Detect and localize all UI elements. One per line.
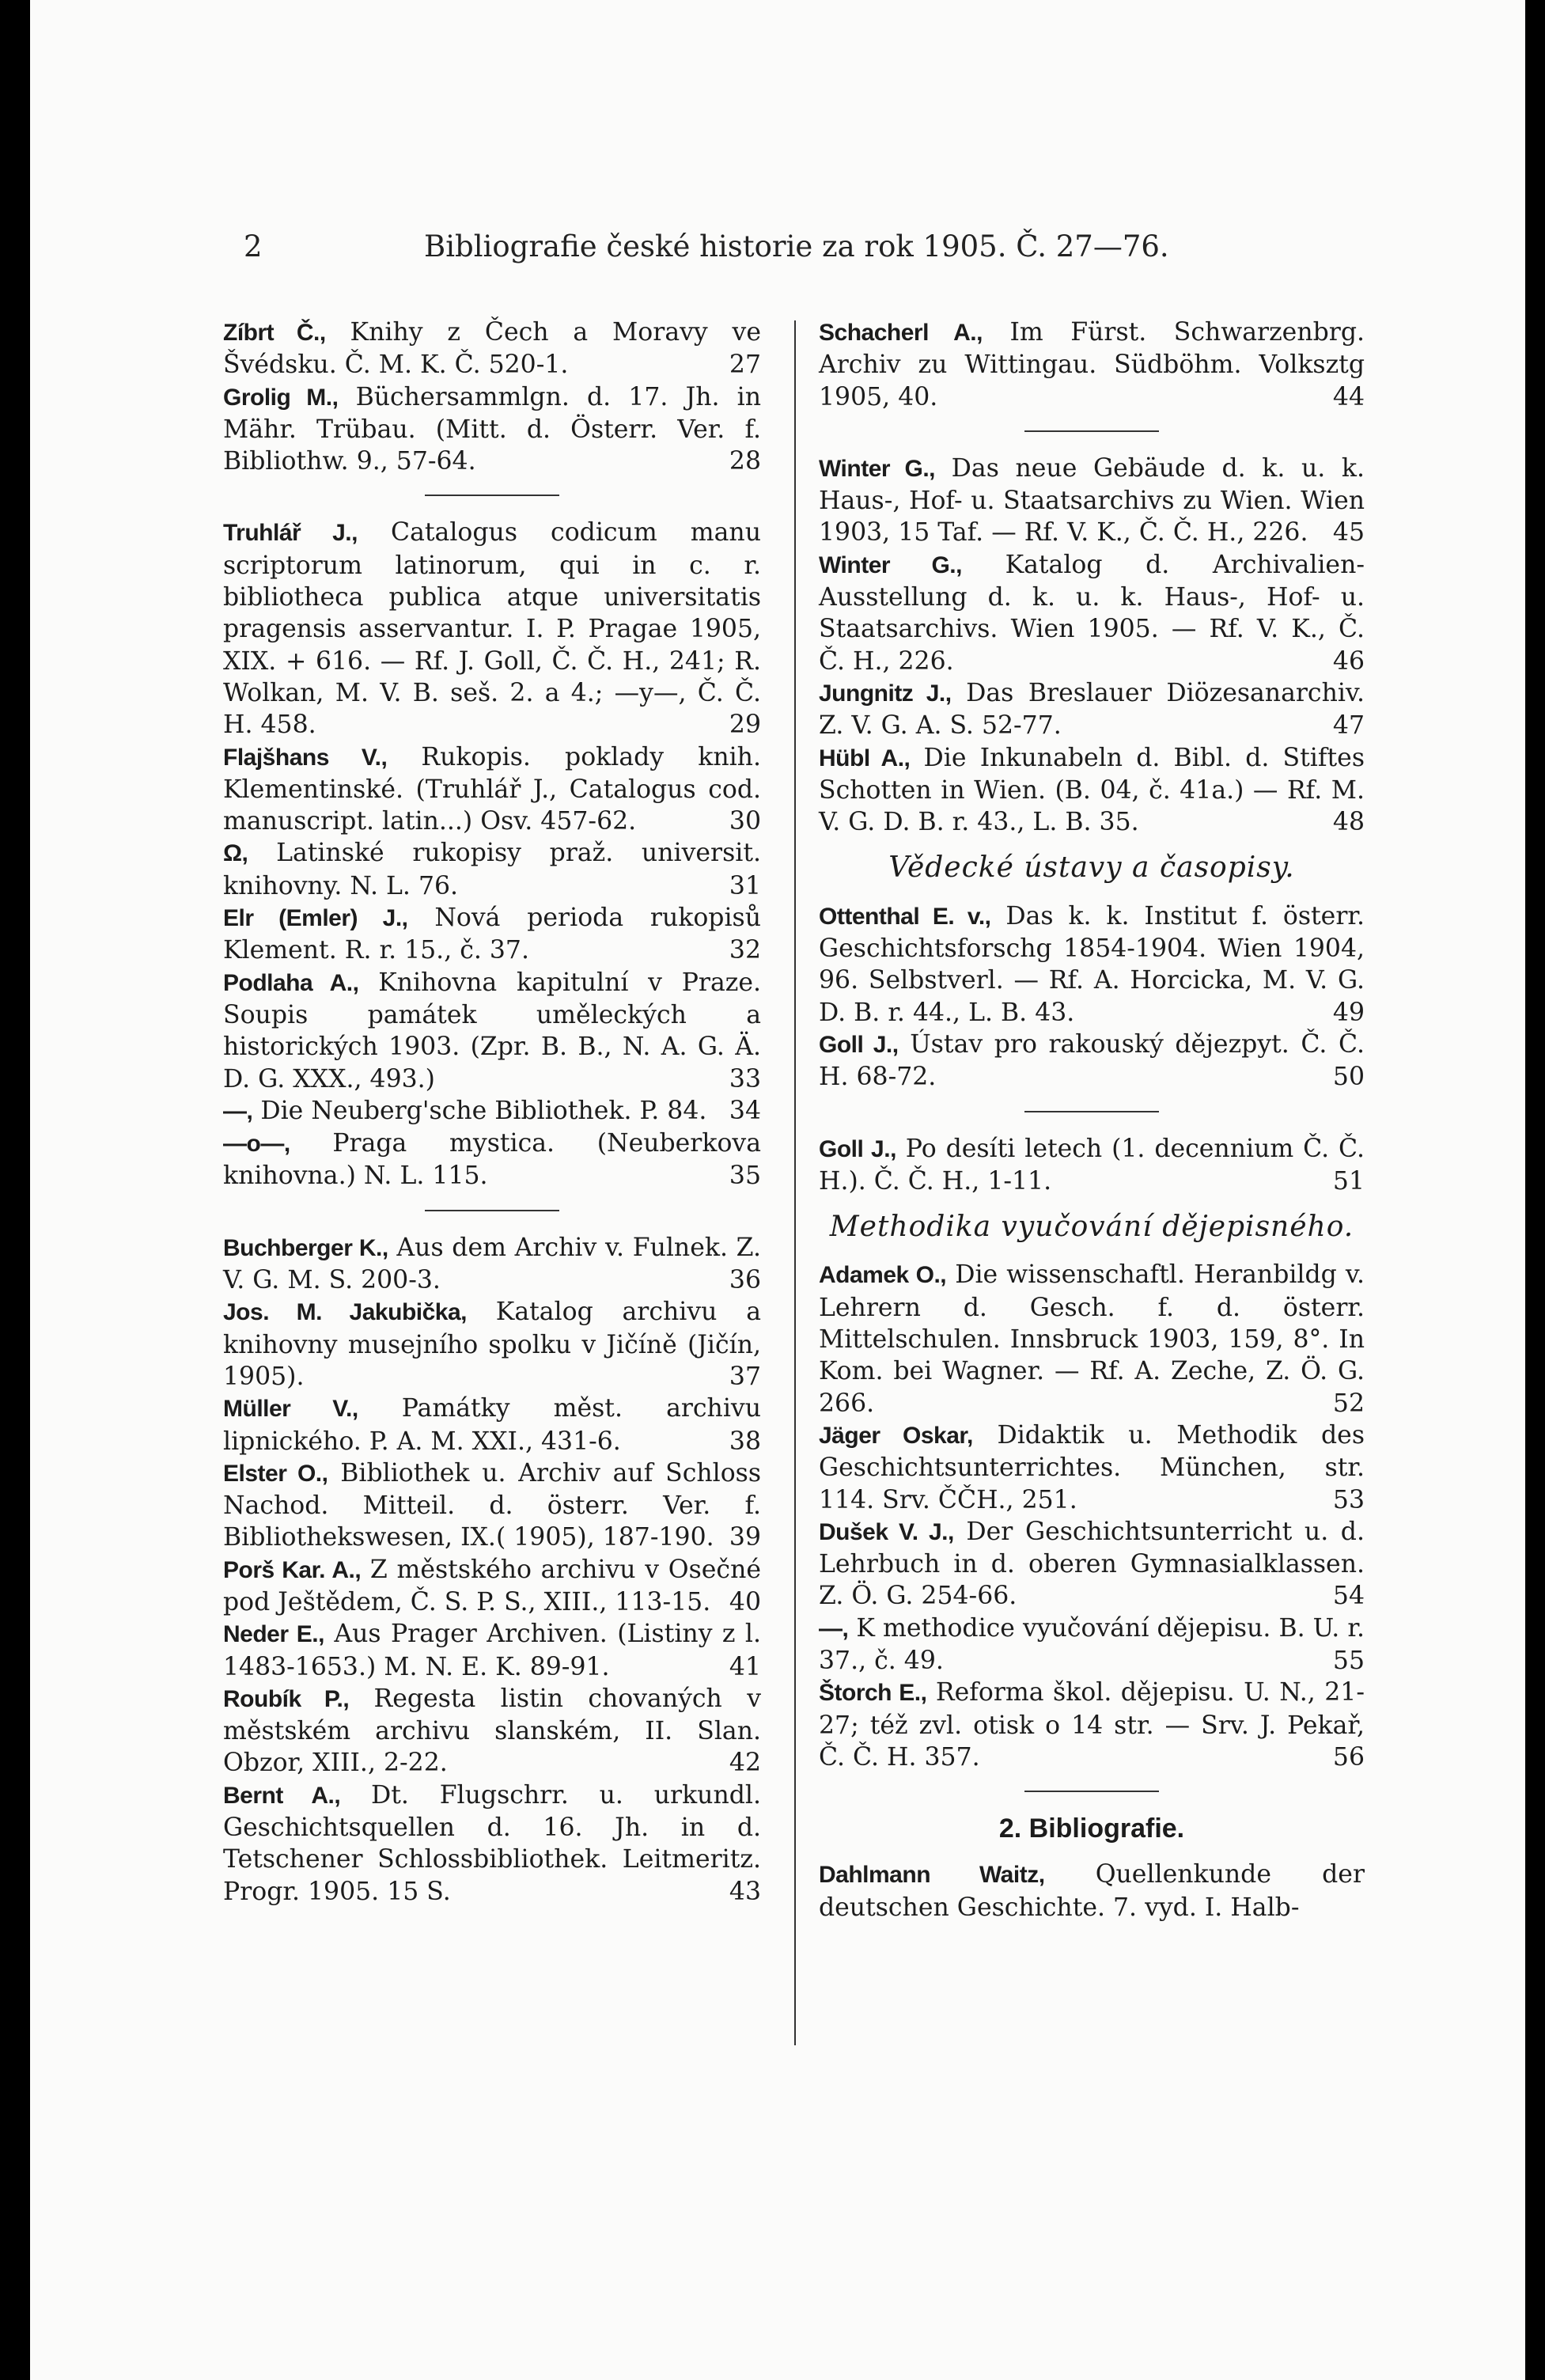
- entry-number: 47: [1332, 711, 1365, 741]
- bibliography-entry: [223, 837, 761, 902]
- entry-author: Zíbrt Č.,: [223, 320, 326, 346]
- bibliography-entry: [223, 1779, 761, 1908]
- entry-number: 32: [729, 936, 761, 965]
- bibliography-entry: [819, 1859, 1365, 1923]
- entry-number: 42: [729, 1749, 761, 1778]
- entry-text: Der Geschichtsunterricht u. d. Lehrbuch in d. oberen Gymnasialklassen. Z. Ö. G. 254-66.: [819, 1517, 1365, 1611]
- entry-text: Die Inkunabeln d. Bibl. d. Stiftes Schotten in Wien. (B. 04, č. 41a.) — Rf. M. V. G. D. B. r. 43., L. B. 35.: [819, 743, 1365, 837]
- bibliography-entry: [223, 1457, 761, 1554]
- bibliography-entry: [819, 1516, 1365, 1613]
- entry-author: Jäger Oskar,: [819, 1422, 973, 1449]
- bibliography-entry: [819, 1259, 1365, 1419]
- entry-author: —o—,: [223, 1131, 290, 1158]
- entry-number: 49: [1332, 998, 1365, 1027]
- entry-number: 54: [1332, 1582, 1365, 1611]
- entry-text: Bibliothek u. Archiv auf Schloss Nachod. Mitteil. d. österr. Ver. f. Bibliothekswesen, IX.( 1905), 187-190.: [223, 1458, 761, 1552]
- entry-number: 43: [729, 1877, 761, 1906]
- entry-number: 27: [729, 351, 761, 380]
- entry-text: Ústav pro rakouský dějezpyt. Č. Č. H. 68-72.: [819, 1029, 1365, 1092]
- entry-text: Po desíti letech (1. decennium Č. Č. H.). Č. Č. H., 1-11.: [819, 1134, 1365, 1196]
- entry-number: 52: [1332, 1389, 1365, 1418]
- entry-text: Nová perioda rukopisů Klement. R. r. 15., č. 37.: [223, 904, 762, 965]
- entry-number: 29: [729, 711, 761, 740]
- bibliography-entry: [223, 1095, 761, 1127]
- entry-author: Goll J.,: [819, 1031, 899, 1058]
- section-heading: Vědecké ústavy a časopisy.: [888, 851, 1295, 885]
- bibliography-entry: [819, 1133, 1365, 1198]
- entry-number: 40: [729, 1587, 761, 1616]
- entry-text: Die Neuberg'sche Bibliothek. P. 84.: [252, 1096, 707, 1125]
- bibliography-entry: [819, 1029, 1365, 1093]
- entry-number: 35: [729, 1162, 761, 1191]
- entry-author: Porš Kar. A.,: [223, 1556, 362, 1583]
- entry-text: Im Fürst. Schwarzenbrg. Archiv zu Wittingau. Südböhm. Volksztg 1905, 40.: [819, 318, 1365, 411]
- entry-text: Katalog archivu a knihovny musejního spolku v Jičíně (Jičín, 1905).: [223, 1298, 762, 1391]
- page-number: 2: [244, 229, 263, 263]
- separator-rule: [1024, 1111, 1159, 1112]
- entry-author: Elster O.,: [223, 1460, 328, 1487]
- entry-text: Regesta listin chovaných v městském archivu slanském, II. Slan. Obzor, XIII., 2-22.: [223, 1684, 762, 1778]
- entry-number: 38: [729, 1427, 761, 1456]
- entry-number: 53: [1332, 1485, 1365, 1514]
- entry-author: Schacherl A.,: [819, 320, 983, 346]
- bibliography-entry: [819, 900, 1365, 1029]
- entry-author: Roubík P.,: [223, 1685, 350, 1712]
- entry-text: K methodice vyučování dějepisu. B. U. r. 37., č. 49.: [819, 1613, 1365, 1675]
- entry-text: Das Breslauer Diözesanarchiv. Z. V. G. A. S. 52-77.: [819, 678, 1365, 741]
- entry-number: 30: [729, 807, 761, 836]
- bibliography-entry: [819, 316, 1365, 413]
- entry-text: Reforma škol. dějepisu. U. N., 21-27; též zvl. otisk o 14 str. — Srv. J. Pekař, Č. Č. H. 357.: [819, 1678, 1365, 1772]
- entry-author: Jungnitz J.,: [819, 680, 952, 707]
- entry-author: Dahlmann Waitz,: [819, 1862, 1045, 1889]
- entry-author: —,: [223, 1097, 253, 1124]
- entry-author: Elr (Emler) J.,: [223, 905, 408, 932]
- entry-number: 39: [729, 1523, 761, 1552]
- entry-author: Jos. M. Jakubička,: [223, 1299, 467, 1326]
- entry-author: Bernt A.,: [223, 1782, 341, 1809]
- entry-text: Das neue Gebäude d. k. u. k. Haus-, Hof- u. Staatsarchivs zu Wien. Wien 1903, 15 Taf. — Rf. V. K., Č. Č. H., 226.: [819, 453, 1365, 548]
- entry-author: Müller V.,: [223, 1396, 358, 1423]
- entry-text: Knihy z Čech a Moravy ve Švédsku. Č. M. K. Č. 520-1.: [223, 318, 761, 380]
- entry-text: Büchersammlgn. d. 17. Jh. in Mähr. Trübau. (Mitt. d. Österr. Ver. f. Bibliothw. 9., 57-64.: [223, 382, 761, 476]
- column-divider: [794, 320, 796, 2045]
- entry-text: Z městského archivu v Osečné pod Ještědem, Č. S. P. S., XIII., 113-15.: [223, 1555, 762, 1616]
- running-title: Bibliografie české historie za rok 1905. Č. 27—76.: [424, 229, 1169, 263]
- entry-number: 36: [729, 1266, 761, 1295]
- entry-author: Goll J.,: [819, 1135, 896, 1162]
- bibliography-entry: [223, 316, 761, 381]
- entry-author: Dušek V. J.,: [819, 1518, 954, 1545]
- bibliography-entry: [223, 1127, 761, 1192]
- entry-number: 48: [1332, 808, 1365, 837]
- separator-rule: [1024, 1791, 1159, 1792]
- bibliography-entry: [223, 381, 761, 478]
- entry-author: Winter G.,: [819, 455, 936, 482]
- entry-author: Winter G.,: [819, 551, 962, 578]
- entry-text: Das k. k. Institut f. österr. Geschichtsforschg 1854-1904. Wien 1904, 96. Selbstverl. — Rf. A. Horcicka, M. V. G. D. B. r. 44., L. B. 43.: [819, 901, 1365, 1027]
- entry-number: 28: [729, 447, 761, 476]
- bibliography-entry: [223, 1393, 761, 1457]
- entry-number: 37: [729, 1362, 761, 1391]
- entry-text: Catalogus codicum manu scriptorum latinorum, qui in c. r. bibliotheca publica atque universitatis pragensis asservantur. I. P. Pragae 1905, XIX. + 616. — Rf. J. Goll, Č. Č. H., 241; R. Wolkan, M. V. B. seš. 2. a 4.; —y—, Č. Č. H. 458.: [223, 518, 761, 740]
- entry-number: 55: [1332, 1646, 1365, 1675]
- entry-text: Latinské rukopisy praž. universit. knihovny. N. L. 76.: [223, 839, 761, 900]
- entry-text: Die wissenschaftl. Heranbildg v. Lehrern d. Gesch. f. d. österr. Mittelschulen. Innsbruck 1903, 159, 8°. In Kom. bei Wagner. — Rf. A. Zeche, Z. Ö. G. 266.: [819, 1260, 1365, 1418]
- bibliography-entry: [819, 453, 1365, 549]
- entry-text: Aus dem Archiv v. Fulnek. Z. V. G. M. S. 200-3.: [223, 1233, 761, 1295]
- entry-number: 31: [729, 871, 761, 900]
- separator-rule: [1024, 430, 1159, 432]
- entry-number: 46: [1332, 646, 1365, 676]
- entry-text: Aus Prager Archiven. (Listiny z l. 1483-1653.) M. N. E. K. 89-91.: [223, 1620, 761, 1681]
- bibliography-entry: [223, 1554, 761, 1619]
- bibliography-entry: [223, 967, 761, 1095]
- entry-number: 41: [729, 1652, 761, 1681]
- bibliography-entry: [819, 1419, 1365, 1516]
- entry-text: Knihovna kapitulní v Praze. Soupis památek uměleckých a historických 1903. (Zpr. B. B., N. A. G. Ä. D. G. XXX., 493.): [223, 968, 761, 1093]
- separator-rule: [425, 495, 559, 496]
- entry-author: Truhlář J.,: [223, 520, 358, 547]
- bibliography-entry: [819, 1613, 1365, 1677]
- bibliography-entry: [223, 1683, 761, 1779]
- entry-author: Podlaha A.,: [223, 969, 359, 996]
- entry-author: —,: [819, 1615, 849, 1642]
- entry-author: Adamek O.,: [819, 1262, 947, 1289]
- entry-author: Hübl A.,: [819, 745, 911, 771]
- bibliography-entry: [819, 677, 1365, 742]
- entry-text: Rukopis. poklady knih. Klementinské. (Truhlář J., Catalogus cod. manuscript. latin...) Osv. 457-62.: [223, 742, 761, 836]
- entry-text: Dt. Flugschrr. u. urkundl. Geschichtsquellen d. 16. Jh. in d. Tetschener Schlossbibliothek. Leitmeritz. Progr. 1905. 15 S.: [223, 1780, 761, 1906]
- bibliography-heading: 2. Bibliografie.: [998, 1813, 1185, 1844]
- entry-number: 56: [1332, 1742, 1365, 1772]
- entry-author: Ottenthal E. v.,: [819, 903, 991, 930]
- entry-text: Praga mystica. (Neuberkova knihovna.) N. L. 115.: [223, 1129, 761, 1191]
- entry-author: Štorch E.,: [819, 1680, 927, 1707]
- entry-number: 34: [729, 1096, 761, 1125]
- bibliography-entry: [223, 902, 761, 967]
- entry-number: 33: [729, 1064, 761, 1093]
- bibliography-entry: [819, 742, 1365, 839]
- entry-text: Památky měst. archivu lipnického. P. A. M. XXI., 431-6.: [223, 1394, 761, 1456]
- entry-number: 44: [1332, 382, 1365, 411]
- left-column: [223, 316, 761, 1908]
- entry-author: Buchberger K.,: [223, 1234, 388, 1261]
- entry-text: Katalog d. Archivalien-Ausstellung d. k. u. k. Haus-, Hof- u. Staatsarchivs. Wien 1905. — Rf. V. K., Č. Č. H., 226.: [819, 550, 1365, 676]
- separator-rule: [425, 1210, 559, 1211]
- entry-author: Neder E.,: [223, 1621, 324, 1648]
- bibliography-entry: [223, 741, 761, 838]
- entry-text: Quellenkunde der deutschen Geschichte. 7. vyd. I. Halb-: [819, 1860, 1365, 1922]
- entry-text: Didaktik u. Methodik des Geschichtsunterrichtes. München, str. 114. Srv. ČČH., 251.: [819, 1420, 1365, 1514]
- bibliography-entry: [819, 549, 1365, 677]
- entry-number: 45: [1332, 518, 1365, 548]
- bibliography-entry: [223, 1296, 761, 1393]
- bibliography-entry: [223, 517, 761, 741]
- entry-author: Ω,: [223, 840, 248, 867]
- bibliography-entry: [223, 1232, 761, 1297]
- entry-author: Flajšhans V.,: [223, 744, 388, 771]
- section-heading: Methodika vyučování dějepisného.: [829, 1211, 1354, 1244]
- entry-author: Grolig M.,: [223, 384, 339, 411]
- right-column: [819, 316, 1365, 1923]
- entry-number: 51: [1332, 1166, 1365, 1196]
- bibliography-entry: [819, 1677, 1365, 1773]
- entry-number: 50: [1332, 1063, 1365, 1092]
- bibliography-entry: [223, 1618, 761, 1683]
